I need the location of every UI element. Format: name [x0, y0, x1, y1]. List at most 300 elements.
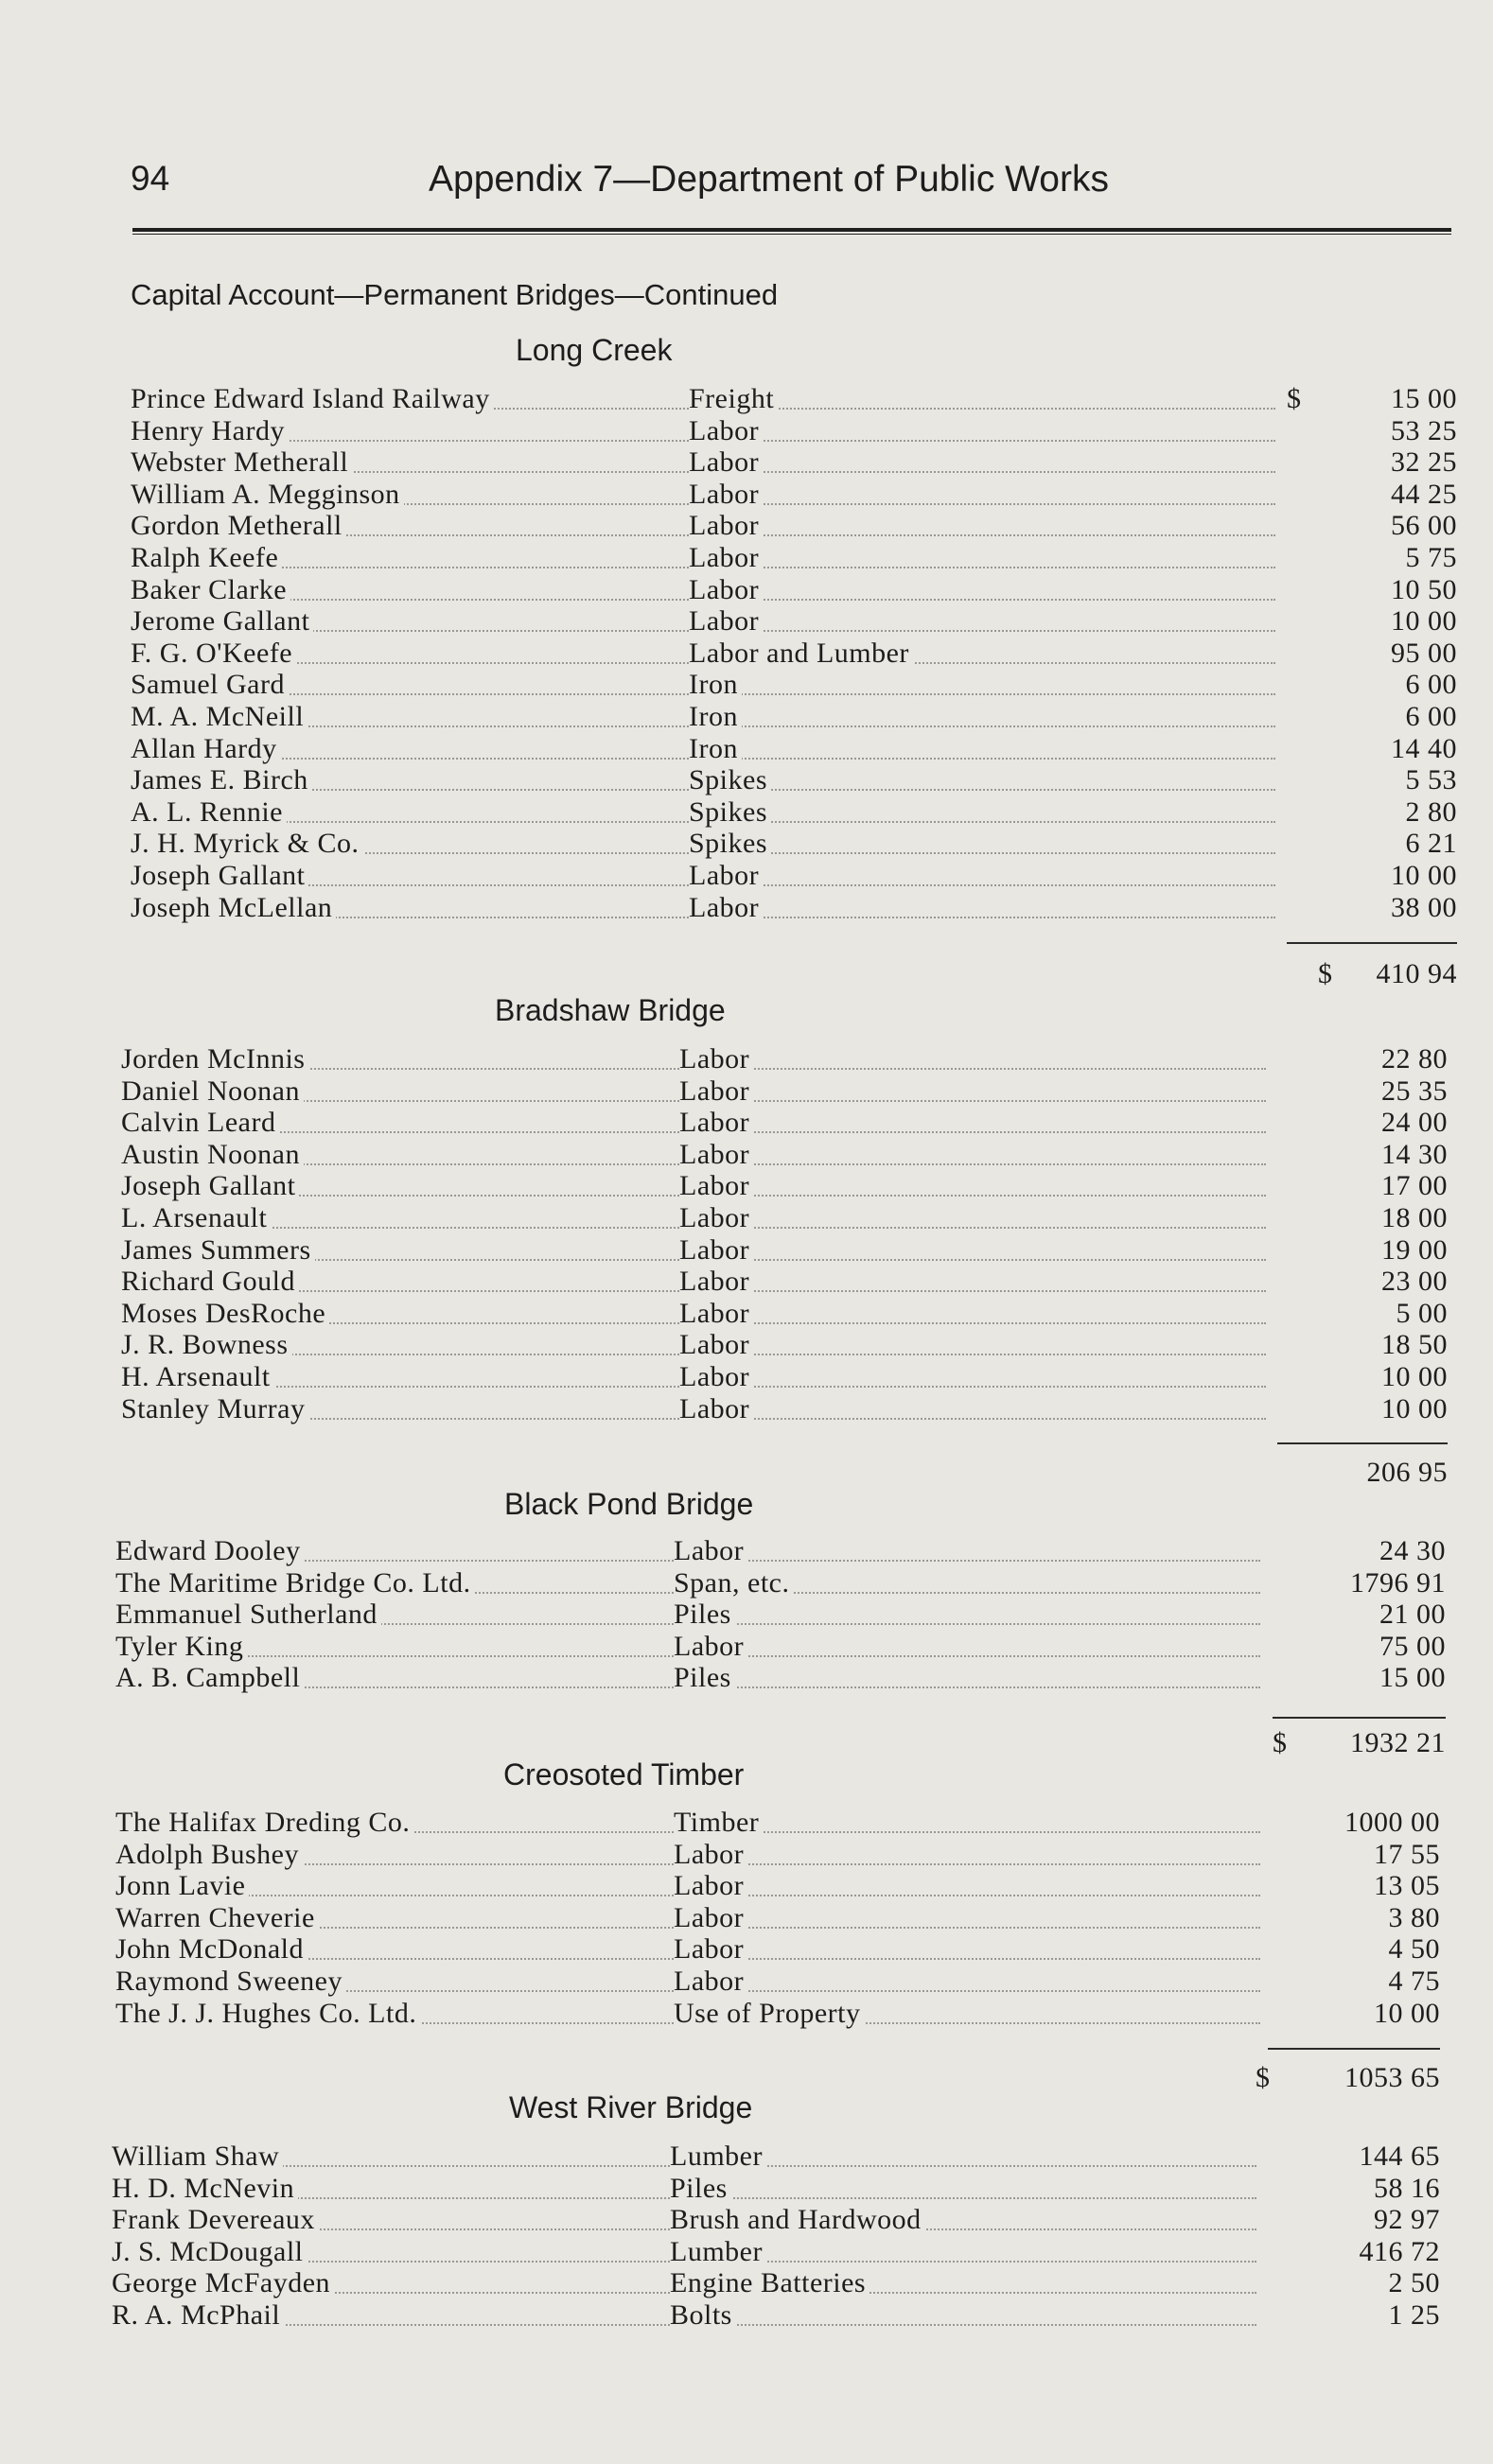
payee-name	[121, 1202, 679, 1234]
ledger-row	[131, 892, 1457, 924]
amount: 22 80	[1381, 1043, 1448, 1075]
amount: 4 50	[1388, 1933, 1440, 1966]
payee-name	[131, 860, 689, 892]
ledger-row	[115, 1662, 1446, 1694]
payee-name-text: Jerome Gallant	[131, 605, 313, 637]
amount: 95 00	[1391, 637, 1457, 669]
expense-item	[689, 479, 1275, 511]
amount: 32 25	[1391, 446, 1457, 479]
ledger-row	[131, 605, 1457, 638]
payee-name	[121, 1266, 679, 1298]
expense-item	[674, 1662, 1260, 1694]
expense-item	[674, 1599, 1260, 1631]
expense-item-text: Spikes	[689, 764, 771, 795]
expense-item-text: Labor	[674, 1535, 747, 1566]
expense-item	[674, 1567, 1260, 1599]
expense-item	[679, 1234, 1266, 1267]
payee-name-text: Adolph Bushey	[115, 1839, 303, 1870]
amount: 17 00	[1381, 1170, 1448, 1202]
amount: 14 40	[1391, 732, 1457, 764]
payee-name-text: William A. Megginson	[131, 479, 404, 510]
ledger-row	[121, 1139, 1448, 1171]
amount: 144 65	[1359, 2141, 1440, 2172]
ledger-row	[131, 796, 1457, 829]
expense-item-text: Labor	[674, 1966, 747, 1997]
expense-item	[679, 1202, 1266, 1234]
expense-item	[689, 574, 1275, 606]
payee-name-text: Tyler King	[115, 1631, 247, 1662]
expense-item-text: Labor	[679, 1170, 753, 1201]
ledger-row	[115, 1567, 1446, 1599]
payee-name	[131, 733, 689, 765]
expense-item	[689, 510, 1275, 542]
expense-item	[689, 860, 1275, 892]
amount: 24 00	[1381, 1107, 1448, 1139]
ledger-row	[131, 860, 1457, 892]
expense-item	[679, 1329, 1266, 1361]
payee-name-text: Richard Gould	[121, 1266, 299, 1297]
payee-name	[112, 2267, 670, 2299]
payee-name	[121, 1361, 679, 1393]
subtotal-rule	[1273, 1717, 1446, 1719]
group-title: Creosoted Timber	[503, 1757, 745, 1791]
amount: 18 50	[1381, 1329, 1448, 1361]
amount: 21 00	[1379, 1599, 1446, 1631]
expense-item-text: Labor	[689, 446, 763, 478]
amount: 14 30	[1381, 1138, 1448, 1170]
expense-item-text: Timber	[674, 1807, 763, 1838]
payee-name	[131, 796, 689, 829]
group-title: Black Pond Bridge	[504, 1487, 754, 1521]
expense-item-text: Labor	[689, 860, 763, 891]
expense-item	[679, 1170, 1266, 1202]
page-number: 94	[131, 159, 170, 198]
expense-item-text: Labor	[679, 1329, 753, 1360]
payee-name-text: Emmanuel Sutherland	[115, 1599, 381, 1630]
payee-name	[115, 1807, 674, 1839]
expense-item-text: Iron	[689, 669, 742, 700]
expense-item	[689, 796, 1275, 829]
expense-item	[689, 446, 1275, 479]
amount: 5 00	[1396, 1297, 1448, 1329]
ledger-row	[112, 2267, 1440, 2299]
expense-item	[674, 1966, 1260, 1998]
payee-name	[112, 2299, 670, 2332]
payee-name-text: Joseph McLellan	[131, 892, 336, 923]
ledger-row	[121, 1329, 1448, 1361]
payee-name	[121, 1234, 679, 1267]
payee-name	[121, 1075, 679, 1108]
payee-name	[131, 701, 689, 733]
ledger-row	[131, 383, 1457, 415]
payee-name-text: J. S. McDougall	[112, 2236, 307, 2267]
ledger-row	[115, 1807, 1440, 1839]
group-title: West River Bridge	[509, 2090, 753, 2124]
expense-item-text: Iron	[689, 701, 742, 732]
payee-name	[115, 1567, 674, 1599]
expense-item	[689, 415, 1275, 447]
payee-name-text: Jorden McInnis	[121, 1043, 308, 1075]
section-heading: Capital Account—Permanent Bridges—Continued	[131, 278, 779, 311]
expense-item-text: Use of Property	[674, 1998, 864, 2029]
page-title: Appendix 7—Department of Public Works	[429, 159, 1109, 200]
payee-name-text: Frank Devereaux	[112, 2204, 319, 2235]
payee-name	[121, 1298, 679, 1330]
payee-name-text: Austin Noonan	[121, 1139, 304, 1170]
expense-item-text: Labor	[674, 1902, 747, 1933]
ledger-row	[131, 479, 1457, 511]
payee-name-text: Calvin Leard	[121, 1107, 279, 1138]
payee-name-text: L. Arsenault	[121, 1202, 271, 1233]
ledger-row	[115, 1599, 1446, 1631]
ledger-row	[121, 1202, 1448, 1234]
total-dollar-sign: $	[1273, 1727, 1287, 1758]
expense-item	[670, 2141, 1256, 2173]
payee-name-text: J. H. Myrick & Co.	[131, 828, 363, 859]
expense-item	[670, 2204, 1256, 2236]
amount: 416 72	[1359, 2235, 1440, 2267]
payee-name	[131, 383, 689, 415]
group-total: 410 94	[1376, 958, 1457, 989]
expense-item	[674, 1870, 1260, 1902]
expense-item	[679, 1393, 1266, 1425]
ledger-row	[131, 638, 1457, 670]
amount: 10 00	[1381, 1361, 1448, 1392]
payee-name-text: Daniel Noonan	[121, 1075, 304, 1107]
expense-item-text: Labor	[679, 1298, 753, 1329]
payee-name-text: Moses DesRoche	[121, 1298, 329, 1329]
payee-name	[131, 574, 689, 606]
expense-item-text: Piles	[674, 1599, 735, 1630]
amount: 3 80	[1388, 1901, 1440, 1933]
amount: 5 75	[1405, 542, 1457, 573]
header-rule	[132, 228, 1451, 235]
payee-name-text: James Summers	[121, 1234, 315, 1266]
subtotal-rule	[1277, 1442, 1448, 1444]
ledger-row	[112, 2204, 1440, 2236]
payee-name-text: Ralph Keefe	[131, 542, 282, 573]
payee-name	[131, 415, 689, 447]
expense-item-text: Lumber	[670, 2141, 766, 2172]
payee-name-text: James E. Birch	[131, 764, 312, 795]
payee-name-text: George McFayden	[112, 2267, 334, 2298]
amount: 15 00	[1391, 383, 1457, 414]
expense-item	[679, 1139, 1266, 1171]
expense-item-text: Labor	[679, 1139, 753, 1170]
amount: 1 25	[1388, 2299, 1440, 2331]
payee-name-text: The J. J. Hughes Co. Ltd.	[115, 1998, 420, 2029]
payee-name-text: Jonn Lavie	[115, 1870, 249, 1901]
ledger-row	[121, 1075, 1448, 1108]
ledger-row	[131, 574, 1457, 606]
amount: 23 00	[1381, 1266, 1448, 1298]
expense-item-text: Labor	[689, 605, 763, 637]
amount: 2 50	[1388, 2267, 1440, 2299]
ledger-row	[115, 1535, 1446, 1567]
payee-name-text: William Shaw	[112, 2141, 283, 2172]
ledger-row	[115, 1839, 1440, 1871]
amount: 53 25	[1391, 414, 1457, 446]
expense-item-text: Labor	[679, 1075, 753, 1107]
amount: 24 30	[1379, 1535, 1446, 1566]
payee-name-text: H. Arsenault	[121, 1361, 274, 1392]
payee-name	[115, 1998, 674, 2030]
expense-item	[679, 1361, 1266, 1393]
ledger-row	[121, 1043, 1448, 1075]
payee-name-text: Webster Metherall	[131, 446, 352, 478]
payee-name-text: H. D. McNevin	[112, 2173, 298, 2204]
amount: 10 00	[1374, 1997, 1440, 2029]
expense-item-text: Labor	[679, 1393, 753, 1424]
amount: 5 53	[1405, 764, 1457, 796]
subtotal-rule	[1287, 942, 1457, 944]
payee-name-text: Raymond Sweeney	[115, 1966, 346, 1997]
payee-name-text: Henry Hardy	[131, 415, 289, 446]
payee-name	[115, 1839, 674, 1871]
payee-name	[112, 2141, 670, 2173]
expense-item	[679, 1298, 1266, 1330]
expense-item-text: Iron	[689, 733, 742, 764]
ledger-row	[131, 701, 1457, 733]
payee-name-text: The Maritime Bridge Co. Ltd.	[115, 1567, 475, 1599]
expense-item-text: Labor	[679, 1043, 753, 1075]
payee-name	[121, 1139, 679, 1171]
expense-item	[679, 1075, 1266, 1108]
ledger-row	[115, 1933, 1440, 1966]
amount: 6 00	[1405, 701, 1457, 732]
expense-item	[689, 764, 1275, 796]
payee-name	[131, 892, 689, 924]
expense-item-text: Lumber	[670, 2236, 766, 2267]
amount: 6 21	[1405, 828, 1457, 860]
payee-name-text: Edward Dooley	[115, 1535, 305, 1566]
expense-item	[674, 1933, 1260, 1966]
expense-item	[670, 2173, 1256, 2205]
payee-name	[131, 479, 689, 511]
expense-item-text: Labor	[689, 574, 763, 605]
ledger-row	[131, 446, 1457, 479]
group-title: Long Creek	[516, 333, 673, 367]
expense-item	[674, 1807, 1260, 1839]
expense-item-text: Span, etc.	[674, 1567, 793, 1599]
dollar-sign: $	[1287, 383, 1302, 414]
expense-item	[674, 1902, 1260, 1934]
expense-item-text: Labor	[679, 1107, 753, 1138]
ledger-row	[121, 1107, 1448, 1139]
expense-item-text: Engine Batteries	[670, 2267, 869, 2298]
expense-item	[689, 701, 1275, 733]
amount: 4 75	[1388, 1966, 1440, 1997]
payee-name-text: Joseph Gallant	[131, 860, 308, 891]
page-header	[131, 159, 1465, 206]
payee-name-text: The Halifax Dreding Co.	[115, 1807, 413, 1838]
ledger-row	[115, 1902, 1440, 1934]
payee-name	[121, 1393, 679, 1425]
ledger-row	[131, 542, 1457, 574]
expense-item	[679, 1266, 1266, 1298]
payee-name	[131, 510, 689, 542]
amount: 6 00	[1405, 669, 1457, 701]
expense-item-text: Labor	[689, 510, 763, 541]
amount: 75 00	[1379, 1630, 1446, 1662]
expense-item-text: Labor	[674, 1933, 747, 1965]
payee-name	[115, 1902, 674, 1934]
payee-name	[112, 2173, 670, 2205]
amount: 10 50	[1391, 573, 1457, 605]
ledger-row	[112, 2299, 1440, 2332]
amount: 1796 91	[1350, 1566, 1446, 1599]
ledger-row	[121, 1393, 1448, 1425]
amount: 58 16	[1374, 2172, 1440, 2204]
ledger-row	[131, 733, 1457, 765]
payee-name-text: Allan Hardy	[131, 733, 281, 764]
amount: 92 97	[1374, 2204, 1440, 2236]
payee-name	[131, 446, 689, 479]
payee-name	[115, 1933, 674, 1966]
expense-item	[670, 2236, 1256, 2268]
payee-name	[115, 1870, 674, 1902]
payee-name-text: F. G. O'Keefe	[131, 638, 296, 669]
payee-name	[131, 764, 689, 796]
payee-name	[112, 2204, 670, 2236]
ledger-row	[112, 2173, 1440, 2205]
payee-name	[131, 638, 689, 670]
payee-name-text: Stanley Murray	[121, 1393, 308, 1424]
payee-name	[115, 1599, 674, 1631]
expense-item-text: Labor	[689, 892, 763, 923]
total-dollar-sign: $	[1318, 958, 1332, 989]
payee-name-text: A. B. Campbell	[115, 1662, 304, 1693]
expense-item	[670, 2267, 1256, 2299]
payee-name-text: M. A. McNeill	[131, 701, 307, 732]
payee-name	[131, 828, 689, 860]
ledger-row	[121, 1170, 1448, 1202]
expense-item	[674, 1998, 1260, 2030]
ledger-row	[131, 828, 1457, 860]
expense-item-text: Labor	[679, 1234, 753, 1266]
expense-item-text: Labor	[679, 1361, 753, 1392]
amount: 10 00	[1381, 1392, 1448, 1424]
payee-name	[115, 1535, 674, 1567]
amount: 38 00	[1391, 891, 1457, 923]
expense-item-text: Labor	[674, 1631, 747, 1662]
amount: 10 00	[1391, 860, 1457, 891]
group-total: 1053 65	[1344, 2062, 1440, 2093]
expense-item	[689, 605, 1275, 638]
amount: 18 00	[1381, 1202, 1448, 1233]
expense-item-text: Labor	[689, 542, 763, 573]
ledger-row	[131, 764, 1457, 796]
ledger-row	[121, 1266, 1448, 1298]
payee-name-text: R. A. McPhail	[112, 2299, 284, 2331]
payee-name	[131, 669, 689, 701]
payee-name-text: Prince Edward Island Railway	[131, 383, 494, 414]
expense-item-text: Spikes	[689, 796, 771, 828]
amount: 15 00	[1379, 1662, 1446, 1694]
ledger-row	[115, 1870, 1440, 1902]
expense-item-text: Labor	[674, 1839, 747, 1870]
payee-name	[121, 1329, 679, 1361]
amount: 19 00	[1381, 1233, 1448, 1266]
expense-item	[674, 1839, 1260, 1871]
expense-item	[674, 1631, 1260, 1663]
ledger-row	[112, 2236, 1440, 2268]
payee-name	[131, 542, 689, 574]
ledger-row	[131, 510, 1457, 542]
expense-item-text: Labor and Lumber	[689, 638, 913, 669]
expense-item-text: Bolts	[670, 2299, 736, 2331]
expense-item-text: Labor	[689, 415, 763, 446]
payee-name-text: Gordon Metherall	[131, 510, 346, 541]
expense-item	[689, 542, 1275, 574]
ledger-row	[115, 1998, 1440, 2030]
payee-name	[121, 1043, 679, 1075]
amount: 25 35	[1381, 1075, 1448, 1107]
payee-name	[112, 2236, 670, 2268]
payee-name-text: Warren Cheverie	[115, 1902, 319, 1933]
amount: 2 80	[1405, 795, 1457, 828]
payee-name-text: J. R. Bowness	[121, 1329, 292, 1360]
group-title: Bradshaw Bridge	[495, 993, 726, 1027]
amount: 1000 00	[1344, 1807, 1440, 1838]
amount: 17 55	[1374, 1838, 1440, 1870]
payee-name-text: A. L. Rennie	[131, 796, 287, 828]
expense-item-text: Piles	[674, 1662, 735, 1693]
expense-item	[674, 1535, 1260, 1567]
ledger-row	[115, 1966, 1440, 1998]
ledger-row	[121, 1298, 1448, 1330]
ledger-row	[131, 415, 1457, 447]
expense-item-text: Labor	[674, 1870, 747, 1901]
amount: 44 25	[1391, 478, 1457, 510]
expense-item	[670, 2299, 1256, 2332]
subtotal-rule	[1268, 2048, 1440, 2050]
payee-name-text: Samuel Gard	[131, 669, 289, 700]
expense-item-text: Labor	[689, 479, 763, 510]
payee-name	[131, 605, 689, 638]
amount: 56 00	[1391, 510, 1457, 542]
expense-item	[689, 892, 1275, 924]
expense-item-text: Piles	[670, 2173, 731, 2204]
amount: 13 05	[1374, 1870, 1440, 1902]
payee-name	[115, 1631, 674, 1663]
expense-item	[689, 638, 1275, 670]
ledger-row	[115, 1631, 1446, 1663]
expense-item-text: Spikes	[689, 828, 771, 859]
expense-item	[689, 669, 1275, 701]
group-total: 1932 21	[1350, 1727, 1446, 1758]
payee-name-text: Joseph Gallant	[121, 1170, 299, 1201]
payee-name-text: John McDonald	[115, 1933, 307, 1965]
ledger-row	[112, 2141, 1440, 2173]
payee-name-text: Baker Clarke	[131, 574, 290, 605]
payee-name	[121, 1170, 679, 1202]
payee-name	[115, 1662, 674, 1694]
expense-item	[679, 1043, 1266, 1075]
expense-item-text: Labor	[679, 1266, 753, 1297]
expense-item	[679, 1107, 1266, 1139]
ledger-row	[131, 669, 1457, 701]
expense-item-text: Freight	[689, 383, 778, 414]
expense-item	[689, 733, 1275, 765]
expense-item-text: Brush and Hardwood	[670, 2204, 925, 2235]
ledger-row	[121, 1361, 1448, 1393]
expense-item-text: Labor	[679, 1202, 753, 1233]
payee-name	[115, 1966, 674, 1998]
group-total: 206 95	[1366, 1457, 1448, 1488]
ledger-row	[121, 1234, 1448, 1267]
total-dollar-sign: $	[1256, 2062, 1270, 2093]
